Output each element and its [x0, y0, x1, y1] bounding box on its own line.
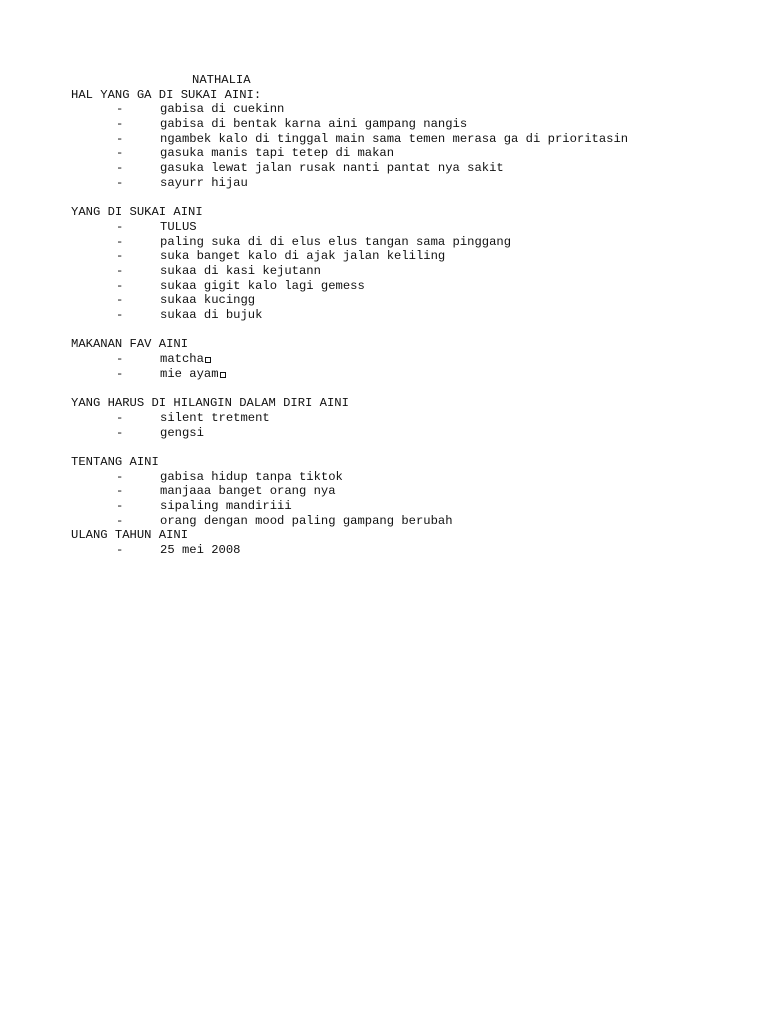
list-item — [71, 146, 731, 161]
list-item-label: matcha — [160, 352, 204, 367]
bullet-dash: - — [116, 175, 124, 190]
list-item-text — [160, 352, 211, 367]
bullet-dash: - — [116, 249, 124, 264]
list-item — [71, 176, 731, 191]
section-heading-dislikes: HAL YANG GA DI SUKAI AINI: — [71, 87, 262, 102]
emoji-placeholder-icon — [205, 357, 211, 363]
bullet-dash: - — [116, 219, 124, 234]
list-item-text: gasuka lewat jalan rusak nanti pantat nya sakit — [160, 161, 504, 176]
list-item-text: sipaling mandiriii — [160, 498, 292, 513]
list-item — [71, 499, 731, 514]
list-item-text: suka banget kalo di ajak jalan keliling — [160, 249, 446, 264]
list-item-text: gasuka manis tapi tetep di makan — [160, 146, 395, 161]
list-item-text: sukaa gigit kalo lagi gemess — [160, 278, 365, 293]
list-item — [71, 352, 731, 367]
list-item-text: ngambek kalo di tinggal main sama temen merasa ga di prioritasin — [160, 131, 629, 146]
list-item-text: gabisa hidup tanpa tiktok — [160, 469, 343, 484]
bullet-dash: - — [116, 161, 124, 176]
bullet-dash: - — [116, 308, 124, 322]
bullet-dash: - — [116, 366, 124, 381]
document-title: NATHALIA — [192, 73, 251, 87]
list-item — [71, 220, 731, 235]
list-item — [71, 264, 731, 279]
list-item — [71, 484, 731, 499]
document-body — [71, 73, 731, 558]
list-item — [71, 293, 731, 308]
list-item — [71, 117, 731, 132]
emoji-placeholder-icon — [220, 372, 226, 378]
bullet-dash: - — [116, 293, 124, 308]
bullet-dash: - — [116, 543, 124, 557]
list-item — [71, 308, 731, 323]
list-item — [71, 161, 731, 176]
blank-line — [71, 440, 731, 455]
list-item — [71, 543, 731, 558]
list-item — [71, 367, 731, 382]
bullet-dash: - — [116, 469, 124, 484]
bullet-dash: - — [116, 410, 124, 425]
list-item — [71, 102, 731, 117]
bullet-dash: - — [116, 425, 124, 440]
bullet-dash: - — [116, 352, 124, 367]
section-heading-birthday: ULANG TAHUN AINI — [71, 528, 189, 543]
bullet-dash: - — [116, 234, 124, 249]
list-item — [71, 235, 731, 250]
list-item-text: paling suka di di elus elus tangan sama pinggang — [160, 234, 512, 249]
list-item-text: sukaa di bujuk — [160, 308, 263, 322]
blank-line — [71, 323, 731, 338]
list-item-text — [160, 367, 226, 382]
list-item-text: sayurr hijau — [160, 175, 248, 190]
list-item — [71, 132, 731, 147]
bullet-dash: - — [116, 102, 124, 117]
bullet-dash: - — [116, 278, 124, 293]
list-item-text: sukaa di kasi kejutann — [160, 263, 321, 278]
section-heading-favorite-food: MAKANAN FAV AINI — [71, 337, 189, 352]
list-item-label: mie ayam — [160, 366, 219, 381]
list-item-text: sukaa kucingg — [160, 293, 256, 308]
list-item-text: gengsi — [160, 425, 204, 440]
list-item — [71, 411, 731, 426]
list-item — [71, 426, 731, 441]
list-item — [71, 514, 731, 529]
list-item-text: TULUS — [160, 219, 197, 234]
list-item — [71, 470, 731, 485]
bullet-dash: - — [116, 484, 124, 499]
section-heading-likes: YANG DI SUKAI AINI — [71, 205, 203, 220]
blank-line — [71, 191, 731, 206]
section-heading-about: TENTANG AINI — [71, 454, 159, 469]
blank-line — [71, 381, 731, 396]
list-item-text: orang dengan mood paling gampang berubah — [160, 513, 453, 528]
list-item-text: manjaaa banget orang nya — [160, 484, 336, 499]
list-item — [71, 279, 731, 294]
bullet-dash: - — [116, 513, 124, 528]
list-item — [71, 249, 731, 264]
bullet-dash: - — [116, 131, 124, 146]
bullet-dash: - — [116, 263, 124, 278]
bullet-dash: - — [116, 146, 124, 161]
bullet-dash: - — [116, 498, 124, 513]
section-heading-to-remove: YANG HARUS DI HILANGIN DALAM DIRI AINI — [71, 396, 349, 411]
list-item-text: 25 mei 2008 — [160, 543, 241, 557]
list-item-text: silent tretment — [160, 410, 270, 425]
bullet-dash: - — [116, 117, 124, 132]
list-item-text: gabisa di cuekinn — [160, 102, 285, 117]
list-item-text: gabisa di bentak karna aini gampang nangis — [160, 117, 468, 132]
